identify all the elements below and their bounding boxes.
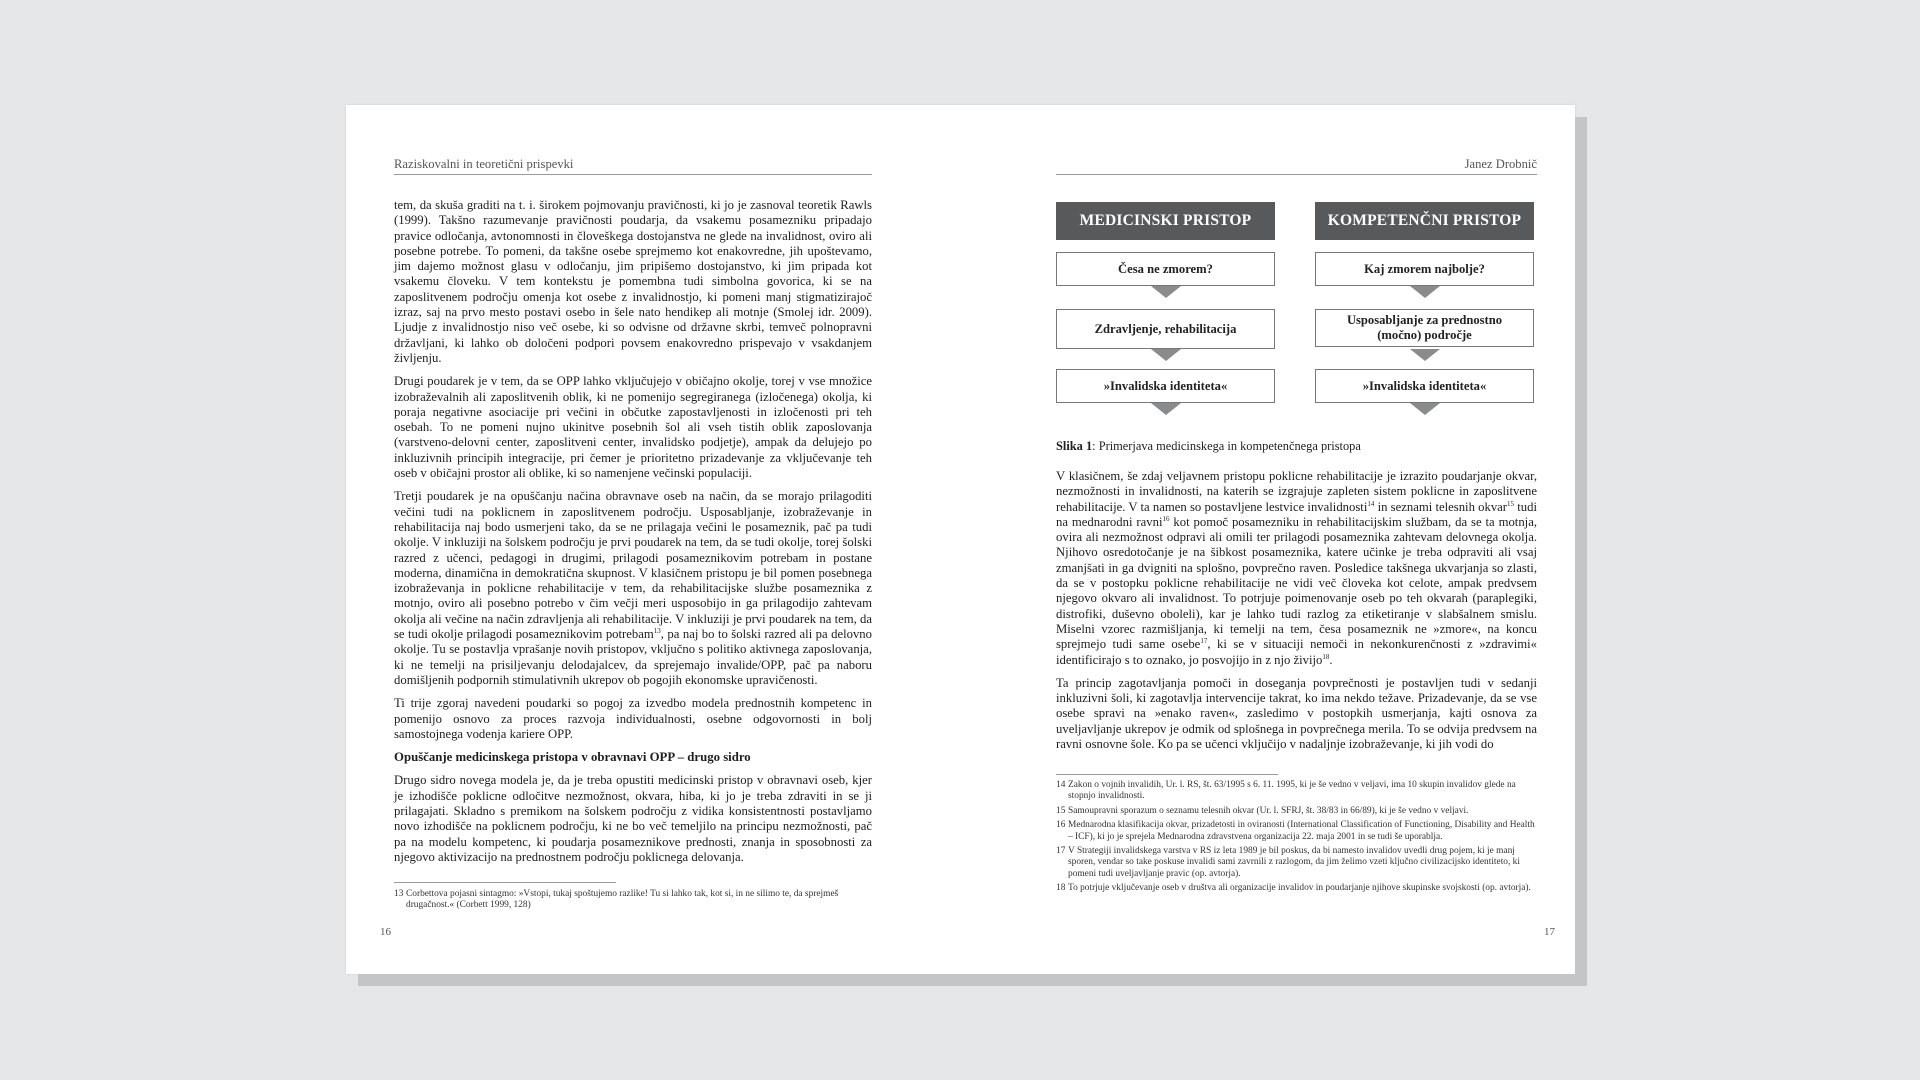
section-heading: Opuščanje medicinskega pristopa v obravnavi OPP – drugo sidro xyxy=(394,750,751,765)
footnote: 17 V Strategiji invalidskega varstva v RS iz leta 1989 je bil poskus, da bi namesto invalidov uvedli drug pojem, ki je manj sporen, vendar so take poskuse invalidi sami zavrnili z razlogom, da jim želimo vzeti ključno civilizacijsko identiteto, ki pomeni tudi uveljavljanje pravic (op. avtorja). xyxy=(1056,846,1520,879)
footnote-ref[interactable]: 15 xyxy=(1507,499,1515,508)
right-page xyxy=(1010,105,1575,974)
paragraph: Drugi poudarek je v tem, da se OPP lahko vključujejo v običajno okolje, torej v vse množice izobraževalnih ali zaposlitvenih oblik, ki ne pomenijo segregiranega (izločenega) okolja, ki poraja negativne asociacije pri večini in občutke zapostavljenosti in izločenosti pri teh osebah. To ne pomeni nujno ukinitve posebnih šol ali vseh tistih oblik zaposlovanja (varstveno-delovni center, zaposlitveni center, invalidsko podjetje), ampak da delujejo po inkluzivnih principih integracije, pri čemer je prioritetno prizadevanje za vključevanje teh oseb v običajni prostor ali oblike, ki so namenjene večinski populaciji. xyxy=(394,374,872,481)
footnote-ref[interactable]: 13 xyxy=(653,626,661,635)
medical-box-question: Česa ne zmorem? xyxy=(1056,252,1275,286)
medical-box-identity: »Invalidska identiteta« xyxy=(1056,369,1275,403)
footnote-divider xyxy=(1056,774,1278,775)
down-arrow-icon xyxy=(1151,286,1181,298)
competence-box-question: Kaj zmorem najbolje? xyxy=(1315,252,1534,286)
footnote: 13 Corbettova pojasni sintagmo: »Vstopi, tukaj spoštujemo razlike! Tu si lahko tak, kot si, in ne silimo te, da sprejmeš drugačnost.« (Corbett 1999, 128) xyxy=(394,889,839,911)
comparison-figure xyxy=(1056,202,1537,422)
medical-box-treatment: Zdravljenje, rehabilitacija xyxy=(1056,309,1275,349)
down-arrow-icon xyxy=(1410,286,1440,298)
paragraph: tem, da skuša graditi na t. i. širokem pojmovanju pravičnosti, ki jo je zasnoval teoretik Rawls (1999). Takšno razumevanje pravičnosti poudarja, da vsakemu posamezniku pripadajo pravice odločanja, avtonomnosti in človeškega dostojanstva ne glede na invalidnost, oviro ali posebne potrebe. To pomeni, da takšne osebe sprejmemo kot enakovredne, jih upoštevamo, jim dajemo možnost glasu v odločanju, jim pripišemo dostojanstvo, ki jim pripada kot vsakemu človeku. V tem kontekstu je pomembna tudi simbolna govorica, ki se na zaposlitvenem področju omenja kot osebe z invalidnostjo, ki pomeni manj stigmatizirajoč izraz, saj na prvo mesto postavi osebo in šele nato hendikep ali motnje (Smolej idr. 2009). Ljudje z invalidnostjo niso več osebe, ki so odvisne od državne skrbi, temveč polnopravni državljani, ki lahko ob določeni podpori povsem enakovredno prispevajo v vsakdanjem življenju. xyxy=(394,198,872,365)
competence-approach-header: KOMPETENČNI PRISTOP xyxy=(1315,202,1534,240)
competence-approach-column xyxy=(1315,202,1534,393)
footnote-ref[interactable]: 16 xyxy=(1162,514,1170,523)
page-number-left: 16 xyxy=(380,926,391,938)
footnote: 14 Zakon o vojnih invalidih, Ur. l. RS, št. 63/1995 s 6. 11. 1995, ki je še vedno v veljavi, ima 10 skupin invalidov glede na stopnjo invalidnosti. xyxy=(1056,780,1516,802)
running-head-left: Raziskovalni in teoretični prispevki xyxy=(394,157,872,175)
competence-box-training: Usposabljanje za prednostno (močno) področje xyxy=(1315,309,1534,347)
footnote-ref[interactable]: 17 xyxy=(1200,637,1208,646)
footnote: 15 Samoupravni sporazum o seznamu telesnih okvar (Ur. l. SFRJ, št. 38/83 in 66/89), ki je še vedno v veljavi. xyxy=(1056,805,1469,816)
left-page xyxy=(346,105,906,974)
page-number-right: 17 xyxy=(1544,926,1555,938)
paragraph: Ta princip zagotavljanja pomoči in doseganja povprečnosti je postavljen tudi v sedanji inkluzivni šoli, ki zagotavlja intervencije takrat, ko ima nekdo težave. Prizadevanje, da se vse osebe spravi na »enako raven«, zasledimo v postopkih usmerjanja, kajti osnova za uveljavljanje ukrepov je odmik od splošnega in povprečnega merila. To se odvija predvsem na ravni osnovne šole. Ko pa se učenci vključijo v nadaljnje izobraževanje, ki jih vodi do xyxy=(1056,675,1537,752)
footnote-ref[interactable]: 18 xyxy=(1322,652,1330,661)
paragraph: Tretji poudarek je na opuščanju načina obravnave oseb na način, da se morajo prilagoditi večini tudi na poklicnem in zaposlitvenem področju. Usposabljanje, izobraževanje in rehabilitacija naj bodo usmerjeni tako, da se ne prilagaja večini le posameznik, pač pa tudi okolje. V inkluziji na šolskem področju je prvi poudarek na tem, da se tudi okolje, torej šolski razred z učenci, pedagogi in drugimi, prilagodi posameznikovim potrebam in postane moderna, dinamična in demokratična skupnost. V klasičnem pristopu je bil pomen posebnega izobraževanja in poklicne rehabilitacije v tem, da rehabilitacijske službe posameznika z motnjo, oviro ali posebno potrebo v čim večji meri usposobijo in ga prilagodijo zahtevam okolja ali večine na način zdravljenja ali rehabilitacije. V inkluziji je prvi poudarek na tem, da se tudi okolje prilagodi posameznikovim potrebam$^{13}$, pa naj bo to šolski razred ali pa delovno okolje. Tu se postavlja vprašanje novih pristopov, vključno s politiko aktivnega zaposlovanja, ki ne temelji na prisiljevanju delodajalcev, da sprejemajo invalide/OPP, pač pa naboru domišljenih podpornih stimulativnih ukrepov ob pogojih ekonomske upravičenosti. xyxy=(394,489,872,687)
left-footnotes xyxy=(394,889,872,915)
running-head-right: Janez Drobnič xyxy=(1056,157,1537,175)
figure-caption: Slika 1: Primerjava medicinskega in kompetenčnega pristopa xyxy=(1056,439,1361,453)
down-arrow-icon xyxy=(1151,349,1181,361)
medical-approach-header: MEDICINSKI PRISTOP xyxy=(1056,202,1275,240)
down-arrow-icon xyxy=(1151,403,1181,415)
paragraph: Ti trije zgoraj navedeni poudarki so pogoj za izvedbo modela prednostnih kompetenc in pomenijo osnovo za proces razvoja individualnosti, osebne odgovornosti in bolj samostojnega vodenja kariere OPP. xyxy=(394,696,872,741)
footnote-ref[interactable]: 14 xyxy=(1367,499,1375,508)
right-body-text xyxy=(1056,469,1537,760)
paragraph: Drugo sidro novega modela je, da je treba opustiti medicinski pristop v obravnavi oseb, kjer je izhodišče poklicne odločitve nezmožnost, okvara, hiba, ki jo je treba zdraviti in se ji prilagajati. Skladno s premikom na šolskem področju z vidika konsistentnosti postavljamo novo izhodišče na poklicnem področju, ki ne bo več temeljilo na principu nezmožnosti, pač pa na modelu kompetenc, ki poudarja posameznikove prednosti, znanja in sposobnosti za njegovo aktivizacijo na prednostnem področju poklicnega delovanja. xyxy=(394,773,872,864)
competence-box-identity: »Invalidska identiteta« xyxy=(1315,369,1534,403)
medical-approach-column xyxy=(1056,202,1275,393)
down-arrow-icon xyxy=(1410,349,1440,361)
footnote: 16 Mednarodna klasifikacija okvar, prizadetosti in oviranosti (International Classification of Functioning, Disability and Health – ICF), ki jo je sprejela Mednarodna zdravstvena organizacija 22. maja 2001 in se tudi še uporablja. xyxy=(1056,820,1535,842)
left-body-text xyxy=(394,198,872,873)
book-spread xyxy=(346,105,1575,974)
paragraph: V klasičnem, še zdaj veljavnem pristopu poklicne rehabilitacije je izrazito poudarjanje okvar, nezmožnosti in invalidnosti, na katerih se izgrajuje zapleten sistem poklicne in zaposlitvene rehabilitacije. V ta namen so postavljene lestvice invalidnosti$^{14}$ in seznami telesnih okvar$^{15}$ tudi na mednarodni ravni$^{16}$ kot pomoč posamezniku in rehabilitacijskim službam, da se ta motnja, ovira ali nezmožnost odpravi ali omili ter prilagodi posameznika zahtevam delovnega okolja. Njihovo osredotočanje je na šibkost posameznika, katere učinke je treba odpraviti ali vsaj zmanjšati in ga dvigniti na splošno, povprečno raven. Posledice takšnega ukvarjanja so zlasti, da se v postopku poklicne rehabilitacije ne vidi več človeka kot celote, ampak predvsem njegovo okvaro ali invalidnost. To potrjuje poimenovanje oseb po teh okvarah (paraplegiki, distrofiki, duševno oboleli), kar je lahko tudi razlog za etiketiranje v slabšalnem smislu. Miselni vzorec razmišljanja, ki temelji na tem, česa posameznik ne »zmore«, na koncu sprejmejo tudi same osebe$^{17}$, ki se v situaciji nemoči in nekonkurenčnosti z »zdravimi« identificirajo s to oznako, jo posvojijo in z njo živijo$^{18}$. xyxy=(1056,469,1538,667)
down-arrow-icon xyxy=(1410,403,1440,415)
right-footnotes xyxy=(1056,780,1537,898)
footnote: 18 To potrjuje vključevanje oseb v društva ali organizacije invalidov in poudarjanje njihove skupinske svojskosti (op. avtorja). xyxy=(1056,883,1531,894)
footnote-divider xyxy=(394,882,616,883)
